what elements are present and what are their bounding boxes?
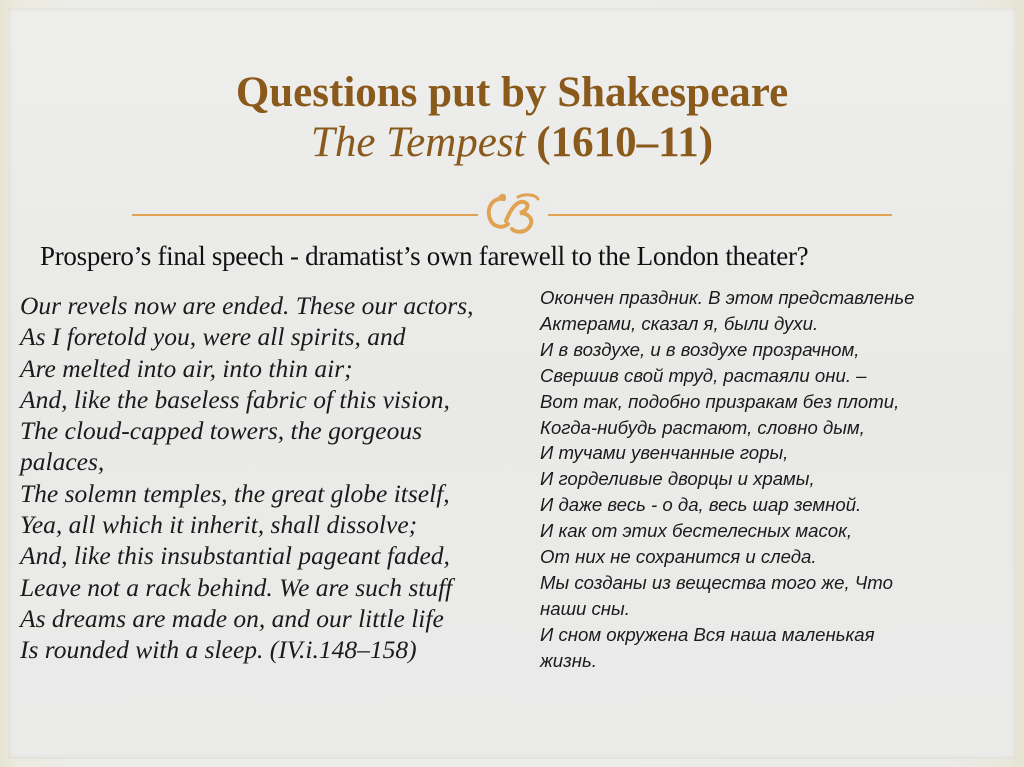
poem-line: The cloud-capped towers, the gorgeous (20, 416, 423, 446)
poem-line: Leave not a rack behind. We are such stuff (20, 572, 453, 602)
title-play-date: (1610–11) (525, 119, 714, 166)
title-line-1: Questions put by Shakespeare (235, 69, 789, 116)
poem-line: Актерами, сказал я, были духи. (540, 312, 819, 334)
poem-line: As I foretold you, were all spirits, and (20, 322, 406, 352)
poem-line: Is rounded with a sleep. (IV.i.148–158) (20, 635, 417, 665)
poem-line: palaces, (20, 447, 105, 477)
slide-subtitle: Prospero’s final speech - dramatist’s own farewell to the London theater? (40, 241, 809, 271)
title-play-name: The Tempest (310, 119, 526, 166)
title-line-2 (0, 118, 1024, 168)
poem-line: As dreams are made on, and our little life (20, 603, 444, 633)
poem-line: Окончен праздник. В этом представленье (540, 287, 915, 308)
poem-line: И в воздухе, и в воздухе прозрачном, (540, 338, 860, 360)
poem-line: И как от этих бестелесных масок, (540, 520, 853, 542)
poem-line: От них не сохранится и следа. (540, 546, 817, 568)
poem-line: Yea, all which it inherit, shall dissolve; (20, 510, 418, 540)
poem-line: Are melted into air, into thin air; (20, 353, 353, 383)
poem-line: И сном окружена Вся наша маленькая (540, 623, 875, 645)
slide-title (0, 68, 1024, 168)
poem-line: Когда-нибудь растают, словно дым, (540, 416, 865, 438)
poem-line: жизнь. (540, 649, 597, 671)
swash-ornament-icon (478, 191, 548, 235)
poem-line: And, like the baseless fabric of this vision, (20, 384, 450, 414)
poem-line: И тучами увенчанные горы, (540, 442, 789, 464)
poem-line: Our revels now are ended. These our actors, (20, 291, 474, 320)
poem-line: And, like this insubstantial pageant faded, (20, 541, 450, 571)
poem-english (20, 290, 530, 666)
poem-line: The solemn temples, the great globe itself, (20, 478, 450, 508)
poem-line: наши сны. (540, 597, 630, 619)
poem-line: Мы созданы из вещества того же, Что (540, 571, 893, 593)
poem-line: Свершив свой труд, растаяли они. – (540, 364, 867, 386)
poem-line: И горделивые дворцы и храмы, (540, 468, 815, 490)
poem-russian (540, 285, 980, 674)
poem-line: Вот так, подобно призракам без плоти, (540, 390, 900, 412)
poem-line: И даже весь - о да, весь шар земной. (540, 494, 862, 516)
